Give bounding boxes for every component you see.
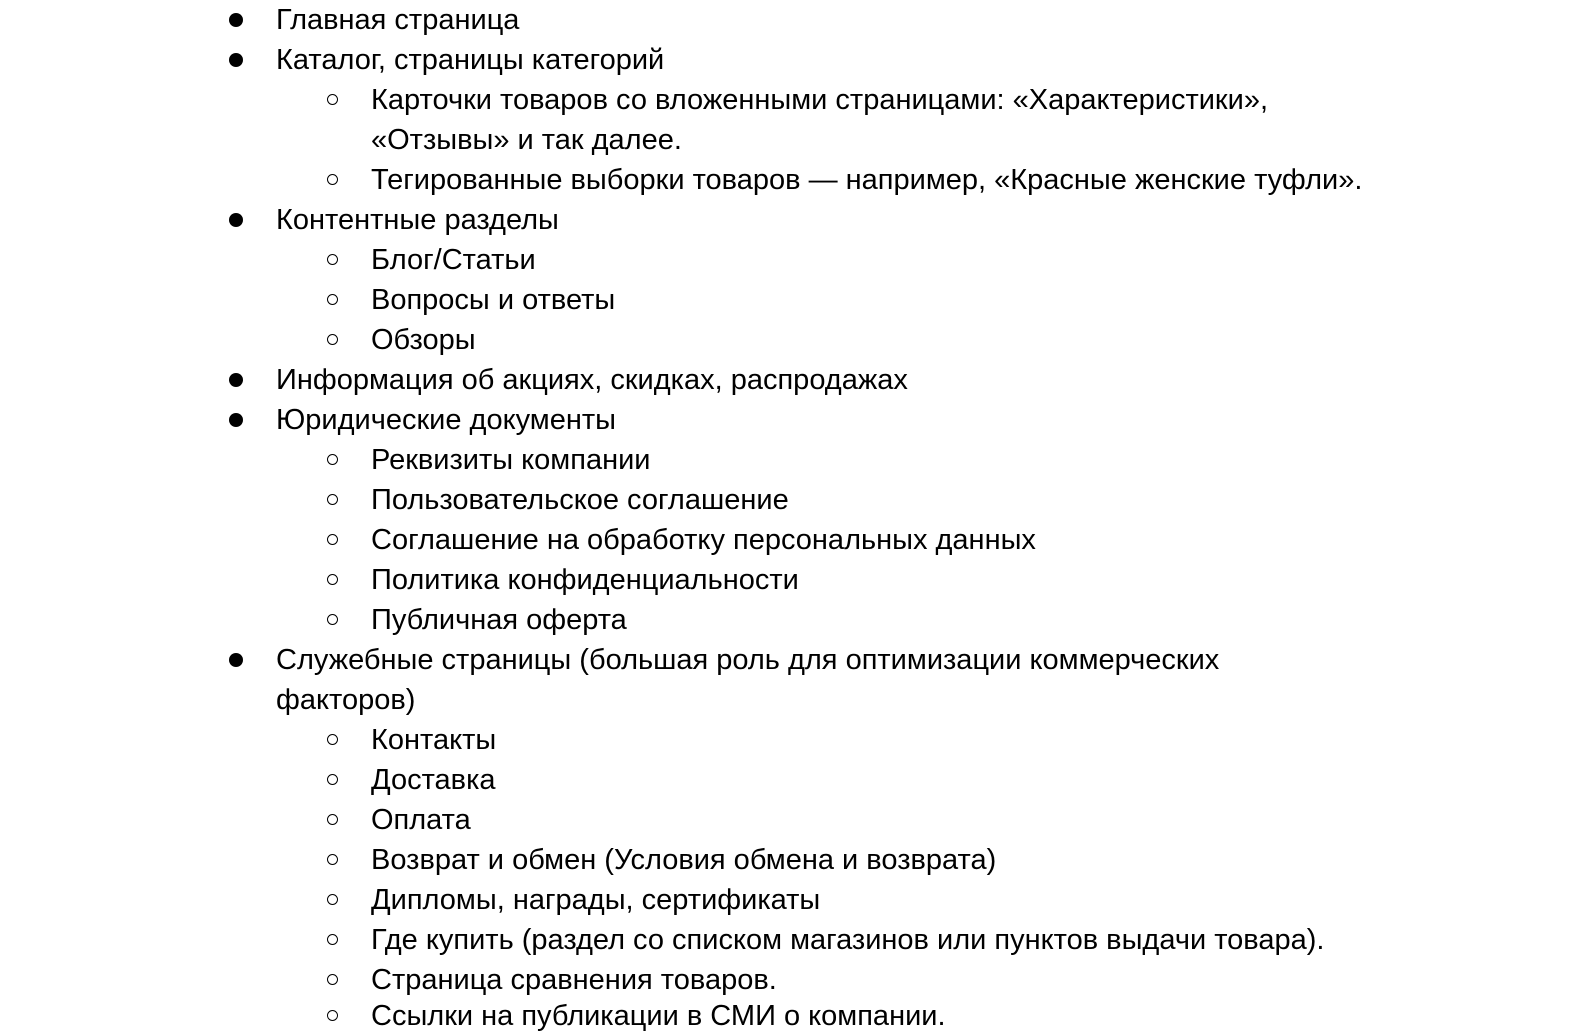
sub-list-item-text: Политика конфиденциальности (371, 564, 799, 596)
list-item (0, 400, 1572, 440)
list-item-text: Каталог, страницы категорий (276, 44, 665, 76)
list-item (0, 0, 1572, 40)
sub-list-item-text: Пользовательское соглашение (371, 484, 789, 516)
list-item-text: Информация об акциях, скидках, распродажах (276, 364, 908, 396)
sub-list-item (0, 560, 1572, 600)
sub-list-item (0, 920, 1572, 960)
sub-list-item (0, 440, 1572, 480)
sub-list-item-text: Страница сравнения товаров. (371, 964, 777, 996)
list-item-text: Главная страница (276, 4, 520, 36)
list-item-text: Юридические документы (276, 404, 616, 436)
sub-list-item-text: Оплата (371, 804, 471, 836)
sub-list-item-text: Возврат и обмен (Условия обмена и возврата) (371, 844, 997, 876)
sub-list-item-text: Блог/Статьи (371, 244, 536, 276)
sub-list-item (0, 600, 1572, 640)
list-item (0, 640, 1572, 680)
sub-list-item-text: Дипломы, награды, сертификаты (371, 884, 821, 916)
sub-list-item (0, 840, 1572, 880)
sub-list-item (0, 880, 1572, 920)
list-item-text: Служебные страницы (большая роль для оптимизации коммерческих (276, 644, 1220, 676)
sub-list-item-text: Ссылки на публикации в СМИ о компании. (371, 1000, 946, 1032)
sub-list-item-text: Реквизиты компании (371, 444, 651, 476)
sub-list-item-text: Тегированные выборки товаров — например, «Красные женские туфли». (371, 164, 1363, 196)
sub-list-item (0, 80, 1572, 120)
sub-list-item (0, 996, 1572, 1036)
sub-list-item (0, 960, 1572, 1000)
sub-list-item (0, 240, 1572, 280)
sub-list-item (0, 720, 1572, 760)
sub-list-item-text: «Отзывы» и так далее. (371, 124, 682, 156)
sub-list-item-text: Где купить (раздел со списком магазинов или пунктов выдачи товара). (371, 924, 1325, 956)
sub-list-item-text: Соглашение на обработку персональных данных (371, 524, 1036, 556)
list-item (0, 360, 1572, 400)
list-item-continuation (0, 680, 1572, 720)
list-item (0, 40, 1572, 80)
sub-list-item (0, 760, 1572, 800)
sub-list-item (0, 800, 1572, 840)
sub-list-item-text: Контакты (371, 724, 497, 756)
sub-list-item (0, 160, 1572, 200)
sub-list-item (0, 520, 1572, 560)
sub-list-item-text: Карточки товаров со вложенными страницами: «Характеристики», (371, 84, 1269, 116)
sub-list-item (0, 320, 1572, 360)
sub-list-item-text: Доставка (371, 764, 496, 796)
list-item-text: факторов) (276, 684, 416, 716)
sub-list-item-text: Вопросы и ответы (371, 284, 616, 316)
sub-list-item-text: Обзоры (371, 324, 476, 356)
sub-list-item (0, 480, 1572, 520)
sub-list-item-text: Публичная оферта (371, 604, 627, 636)
list-item-text: Контентные разделы (276, 204, 559, 236)
sub-list-item (0, 280, 1572, 320)
list-item (0, 200, 1572, 240)
sub-list-item-continuation (0, 120, 1572, 160)
